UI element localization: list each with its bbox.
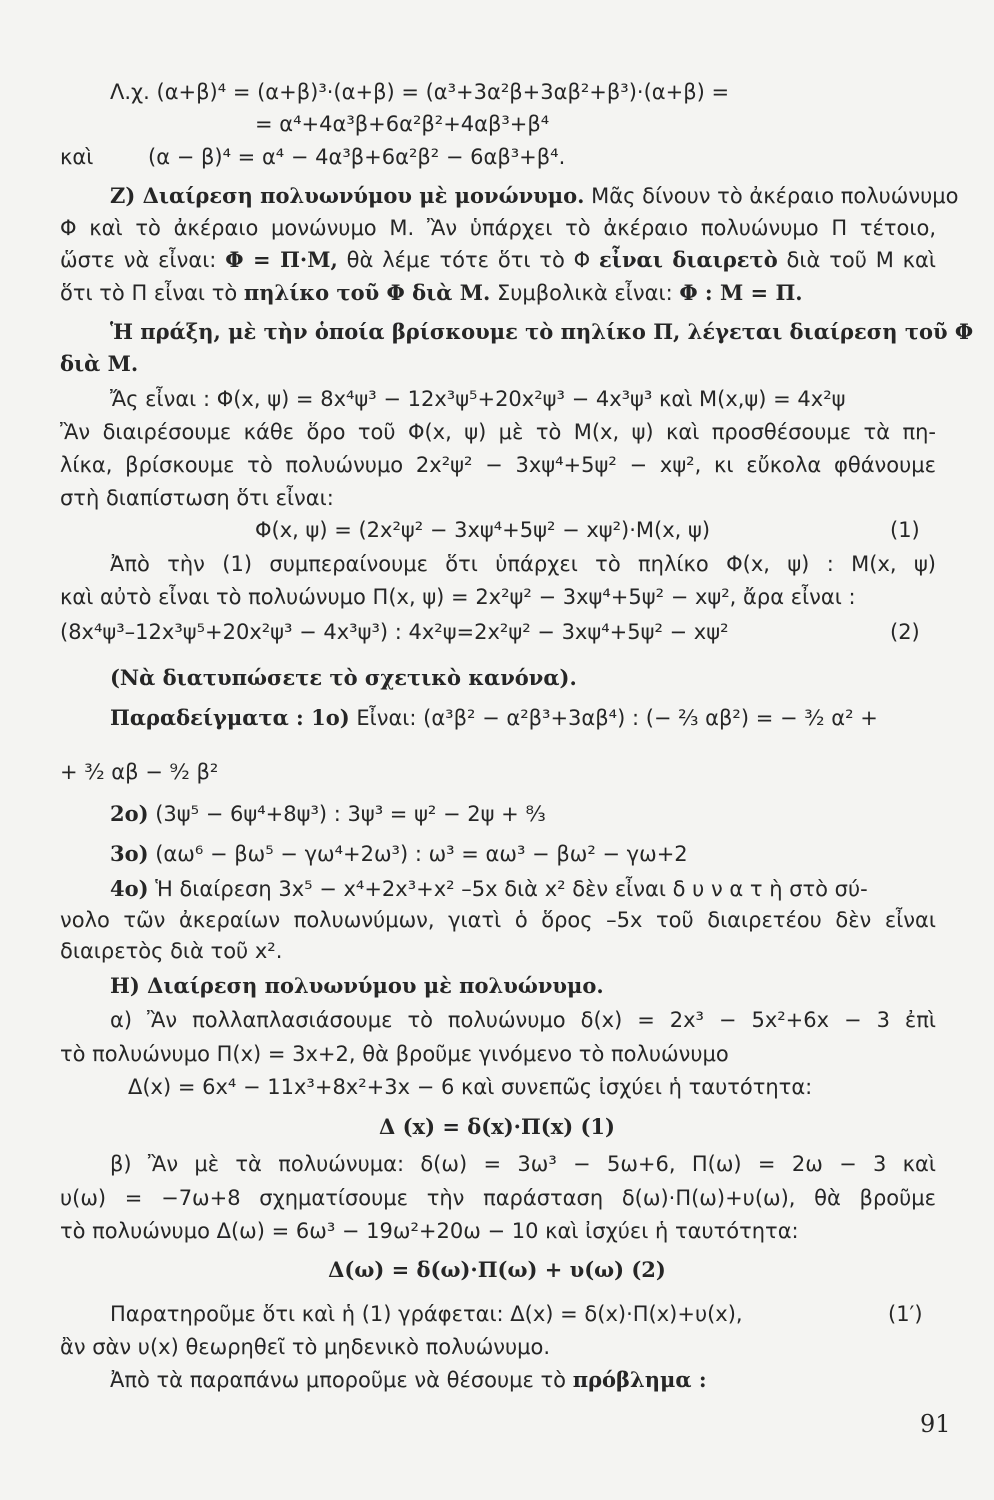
example-1-line — [110, 704, 878, 732]
paragraph-line: υ(ω) = −7ω+8 σχηματίσουμε τὴν παράσταση δ(ω)·Π(ω)+υ(ω), θὰ βροῦμε — [60, 1186, 936, 1210]
equation-number: (2) — [890, 620, 920, 644]
example-label: 3ο) — [110, 841, 149, 866]
example-line-3: (α − β)⁴ = α⁴ − 4α³β+6α²β² − 6αβ³+β⁴. — [148, 145, 566, 169]
division-definition: Ἡ πράξη, μὲ τὴν ὁποία βρίσκουμε τὸ πηλίκο Π, λέγεται διαίρεση τοῦ Φ — [110, 319, 974, 344]
definition-line — [60, 246, 936, 274]
definition-line — [60, 279, 803, 307]
text-run: θὰ λέμε τότε ὅτι τὸ Φ — [337, 248, 600, 272]
paragraph-line: β) Ἂν μὲ τὰ πολυώνυμα: δ(ω) = 3ω³ − 5ω+6, Π(ω) = 2ω − 3 καὶ — [110, 1152, 936, 1176]
identity-1: Δ (x) = δ(x)·Π(x) (1) — [379, 1114, 615, 1139]
equation-number: (1′) — [888, 1302, 923, 1326]
text-run: διὰ τοῦ Μ καὶ — [777, 248, 936, 272]
equation-1: Φ(x, ψ) = (2x²ψ² − 3xψ⁴+5ψ² − xψ²)·Μ(x, ψ) — [255, 518, 711, 542]
text-run: ὥστε νὰ εἶναι: — [60, 248, 226, 272]
paragraph-line: νολο τῶν ἀκεραίων πολυωνύμων, γιατὶ ὁ ὅρος –5x τοῦ διαιρετέου δὲν εἶναι — [60, 908, 936, 932]
example-4-text: Ἡ διαίρεση 3x⁵ − x⁴+2x³+x² –5x διὰ x² δὲν εἶναι δ υ ν α τ ὴ στὸ σύ- — [148, 877, 868, 901]
paragraph-line: Δ(x) = 6x⁴ − 11x³+8x²+3x − 6 καὶ συνεπῶς ἰσχύει ἡ ταυτότητα: — [128, 1075, 813, 1099]
rule-prompt: (Νὰ διατυπώσετε τὸ σχετικὸ κανόνα). — [110, 665, 577, 690]
formula-bold: Φ = Π·Μ, — [225, 247, 338, 272]
paragraph-line: Ἀπὸ τὴν (1) συμπεραίνουμε ὅτι ὑπάρχει τὸ πηλίκο Φ(x, ψ) : Μ(x, ψ) — [110, 552, 936, 576]
paragraph-line: α) Ἂν πολλαπλασιάσουμε τὸ πολυώνυμο δ(x) = 2x³ − 5x²+6x − 3 ἐπὶ — [110, 1008, 936, 1032]
text-run: Συμβολικὰ εἶναι: — [490, 281, 680, 305]
section-z-heading-line — [110, 182, 958, 210]
identity-2: Δ(ω) = δ(ω)·Π(ω) + υ(ω) (2) — [328, 1257, 666, 1282]
example-3-line — [110, 840, 688, 868]
paragraph-line: ἂν σὰν υ(x) θεωρηθεῖ τὸ μηδενικὸ πολυώνυμο. — [60, 1335, 551, 1359]
division-definition-end: διὰ Μ. — [60, 351, 139, 376]
paragraph-line: λίκα, βρίσκουμε τὸ πολυώνυμο 2x²ψ² − 3xψ⁴+5ψ² − xψ², κι εὔκολα φθάνουμε — [60, 453, 936, 477]
paragraph-line: Ἂν διαιρέσουμε κάθε ὅρο τοῦ Φ(x, ψ) μὲ τὸ Μ(x, ψ) καὶ προσθέσουμε τὰ πη- — [60, 420, 936, 444]
term-bold: εἶναι διαιρετὸ — [599, 247, 778, 272]
example-4-line — [110, 875, 868, 903]
example-line-3-label: καὶ — [60, 145, 94, 169]
formula-bold: Φ : Μ = Π. — [679, 280, 803, 305]
paragraph-line: τὸ πολυώνυμο Π(x) = 3x+2, θὰ βροῦμε γινόμενο τὸ πολυώνυμο — [60, 1042, 729, 1066]
examples-heading: Παραδείγματα : 1ο) — [110, 705, 350, 730]
paragraph-line: στὴ διαπίστωση ὅτι εἶναι: — [60, 486, 334, 510]
section-h-heading: Η) Διαίρεση πολυωνύμου μὲ πολυώνυμο. — [110, 973, 604, 998]
paragraph-line: τὸ πολυώνυμο Δ(ω) = 6ω³ − 19ω²+20ω − 10 καὶ ἰσχύει ἡ ταυτότητα: — [60, 1219, 799, 1243]
paragraph-line: Παρατηροῦμε ὅτι καὶ ἡ (1) γράφεται: Δ(x) = δ(x)·Π(x)+υ(x), — [110, 1302, 743, 1326]
example-label: 2ο) — [110, 801, 149, 826]
text-run: ὅτι τὸ Π εἶναι τὸ — [60, 281, 244, 305]
text-run: Ἀπὸ τὰ παραπάνω μποροῦμε νὰ θέσουμε τὸ — [110, 1368, 573, 1392]
term-bold: πρόβλημα : — [572, 1367, 707, 1392]
paragraph-line: καὶ αὐτὸ εἶναι τὸ πολυώνυμο Π(x, ψ) = 2x²ψ² − 3xψ⁴+5ψ² − xψ², ἄρα εἶναι : — [60, 585, 856, 609]
example-1-formula: Εἶναι: (α³β² − α²β³+3αβ⁴) : (− ⅔ αβ²) = − ³⁄₂ α² + — [349, 706, 878, 730]
example-1-continued: + ³⁄₂ αβ − ⁹⁄₂ β² — [60, 760, 219, 784]
equation-2: (8x⁴ψ³–12x³ψ⁵+20x²ψ³ − 4x³ψ³) : 4x²ψ=2x²ψ² − 3xψ⁴+5ψ² − xψ² — [60, 620, 729, 644]
paragraph-line: Φ καὶ τὸ ἀκέραιο μονώνυμο Μ. Ἂν ὑπάρχει τὸ ἀκέραιο πολυώνυμο Π τέτοιο, — [60, 216, 936, 240]
example-3-formula: (αω⁶ − βω⁵ − γω⁴+2ω³) : ω³ = αω³ − βω² − γω+2 — [148, 842, 688, 866]
section-z-intro: Μᾶς δίνουν τὸ ἀκέραιο πολυώνυμο — [584, 184, 959, 208]
example-label: 4ο) — [110, 876, 149, 901]
paragraph-line: διαιρετὸς διὰ τοῦ x². — [60, 939, 283, 963]
term-bold: πηλίκο τοῦ Φ διὰ Μ. — [243, 280, 491, 305]
page-number: 91 — [920, 1410, 951, 1438]
paragraph-line: Ἄς εἶναι : Φ(x, ψ) = 8x⁴ψ³ − 12x³ψ⁵+20x²ψ³ − 4x³ψ³ καὶ Μ(x,ψ) = 4x²ψ — [110, 387, 846, 411]
section-z-heading: Ζ) Διαίρεση πολυωνύμου μὲ μονώνυμο. — [110, 183, 585, 208]
example-line-1: Λ.χ. (α+β)⁴ = (α+β)³·(α+β) = (α³+3α²β+3αβ²+β³)·(α+β) = — [110, 80, 730, 104]
example-2-formula: (3ψ⁵ − 6ψ⁴+8ψ³) : 3ψ³ = ψ² − 2ψ + ⁸⁄₃ — [148, 802, 546, 826]
equation-number: (1) — [890, 518, 920, 542]
example-2-line — [110, 800, 546, 828]
problem-intro-line — [110, 1366, 707, 1394]
example-line-2: = α⁴+4α³β+6α²β²+4αβ³+β⁴ — [255, 112, 550, 136]
